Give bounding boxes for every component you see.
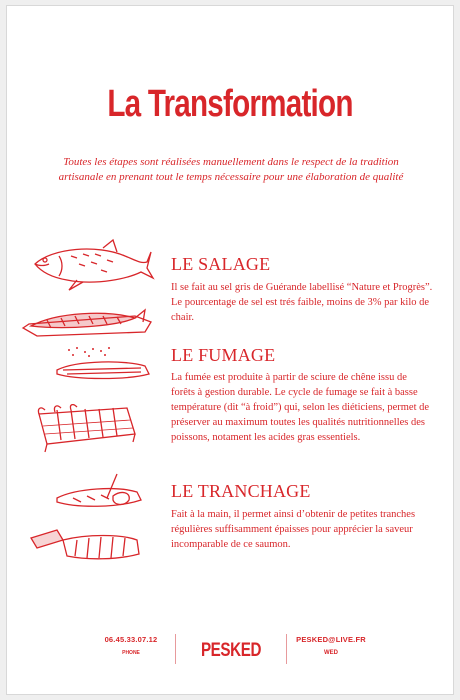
footer-divider-right	[286, 634, 287, 664]
fillet-on-board-drawing	[17, 302, 157, 342]
footer-divider-left	[175, 634, 176, 664]
section-body-tranchage: Fait à la main, il permet ainsi d’obtenir de petites tranches régulières suffisamment épaisses pour apprécier la saveur incomparable de ce saumon.	[171, 509, 416, 550]
section-body-fumage: La fumée est produite à partir de sciure de chêne issu de forêts à gestion durable. Le cycle de fumage se fait à basse température (dit “à froid”) qui, selon les diéticiens, permet de préserver au maximum toutes les qualités nutritionnelles des poissons, notament les acides gras essentiels.	[171, 372, 430, 443]
hand-slicing-drawing	[17, 468, 157, 514]
footer-phone	[91, 635, 171, 656]
web-label: WED	[324, 650, 338, 656]
section-heading-salage: LE SALAGE	[171, 254, 271, 274]
footer-email	[291, 635, 371, 656]
phone-number: 06.45.33.07.12	[104, 635, 158, 644]
intro-text: Toutes les étapes sont réalisées manuellement dans le respect de la tradition artisanale en prenant tout le temps nécessaire pour une élaboration de qualité	[58, 156, 404, 183]
smoking-rack-drawing	[17, 404, 157, 456]
section-body-salage: Il se fait au sel gris de Guérande labellisé “Nature et Progrès”. Le pourcentage de sel est trés faible, moins de 3% par kilo de chair.	[171, 282, 433, 323]
sliced-fillets-drawing	[17, 520, 157, 564]
salted-fillet-drawing	[17, 344, 157, 384]
section-heading-fumage: LE FUMAGE	[171, 345, 276, 365]
page-title: La Transformation	[107, 83, 353, 125]
email-address: PESKED@LIVE.FR	[296, 635, 366, 644]
phone-label: PHONE	[122, 650, 140, 656]
fish-drawing	[17, 234, 157, 294]
section-heading-tranchage: LE TRANCHAGE	[171, 481, 311, 501]
poster	[6, 5, 454, 695]
brand-logo: PESKED	[200, 640, 262, 661]
